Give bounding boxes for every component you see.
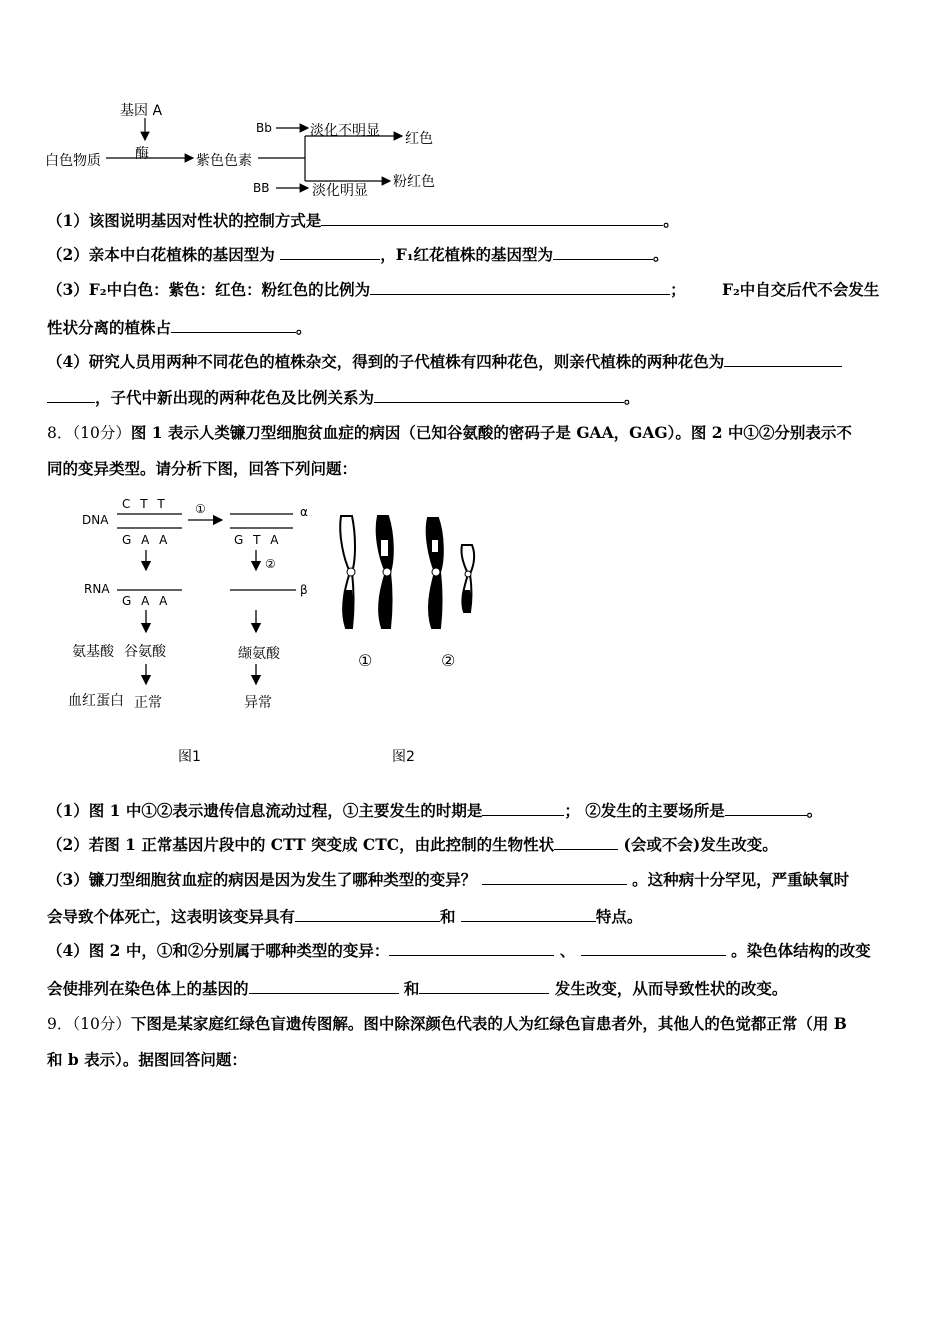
q7-part4: （4）研究人员用两种不同花色的植株杂交，得到的子代植株有四种花色，则亲代植株的两种花色为	[47, 352, 842, 372]
q8-part4: （4）图 2 中，①和②分别属于哪种类型的变异： 、 。染色体结构的改变	[47, 941, 871, 960]
answer-blank[interactable]	[419, 979, 549, 994]
q8-part3-line2: 会导致个体死亡，这表明该变异具有 和 特点。	[47, 907, 643, 926]
q8-intro-line2: 同的变异类型。请分析下图，回答下列问题：	[47, 459, 358, 478]
answer-blank[interactable]	[482, 801, 564, 816]
rna-label: RNA	[84, 582, 110, 596]
answer-blank[interactable]	[370, 280, 670, 295]
answer-blank[interactable]	[581, 941, 726, 956]
answer-blank[interactable]	[280, 245, 380, 260]
rna-codon: G A A	[122, 594, 171, 608]
q7-part3-line2: 性状分离的植株占 。	[47, 318, 312, 337]
amino-acid-label: 氨基酸	[72, 644, 114, 660]
step-1-label: ①	[195, 502, 206, 516]
answer-blank[interactable]	[249, 979, 399, 994]
dna-upper-codon: C T T	[122, 497, 168, 511]
gene-a-label: 基因 A	[120, 103, 163, 119]
q8-part1: （1）图 1 中①②表示遗传信息流动过程，①主要发生的时期是 ； ②发生的主要场所是 。	[47, 801, 823, 820]
white-substance-label: 白色物质	[45, 153, 101, 169]
enzyme-label: 酶	[135, 146, 149, 162]
answer-blank[interactable]	[321, 211, 663, 226]
q9-intro-line2: 和 b 表示）。据图回答问题：	[47, 1050, 247, 1069]
alpha-label: α	[300, 505, 308, 519]
dna-label: DNA	[82, 513, 109, 527]
figure-2-caption: 图2	[392, 749, 415, 765]
dna-lower-codon: G A A	[122, 533, 171, 547]
abnormal-label: 异常	[244, 695, 272, 711]
answer-blank[interactable]	[553, 245, 653, 260]
faint-clear-label: 淡化明显	[312, 183, 368, 199]
genotype-bb-lower: BB	[253, 181, 270, 195]
q7-part3: （3）F₂中白色：紫色：红色：粉红色的比例为 ；	[47, 280, 686, 299]
q7-part2: （2）亲本中白花植株的基因型为 ，F₁红花植株的基因型为 。	[47, 245, 669, 264]
beta-label: β	[300, 583, 308, 597]
answer-blank[interactable]	[482, 870, 627, 885]
q9-intro: 9．（10分）下图是某家庭红绿色盲遗传图解。图中除深颜色代表的人为红绿色盲患者外，其他人的色觉都正常（用 B	[47, 1014, 847, 1033]
mutated-codon: G T A	[234, 533, 282, 547]
answer-blank[interactable]	[295, 907, 440, 922]
answer-blank[interactable]	[374, 388, 624, 403]
answer-blank[interactable]	[171, 318, 296, 333]
purple-pigment-label: 紫色色素	[196, 153, 252, 169]
pink-label: 粉红色	[393, 174, 435, 190]
valine-label: 缬氨酸	[238, 646, 280, 662]
q8-part4-line2: 会使排列在染色体上的基因的 和 发生改变，从而导致性状的改变。	[47, 979, 788, 998]
chromosome-label-2: ②	[441, 651, 456, 670]
red-label: 红色	[405, 131, 433, 147]
q8-part3: （3）镰刀型细胞贫血症的病因是因为发生了哪种类型的变异？ 。这种病十分罕见，严重缺氧时	[47, 870, 850, 889]
q8-intro: 8．（10分）图 1 表示人类镰刀型细胞贫血症的病因（已知谷氨酸的密码子是 GAA，GAG）。图 2 中①②分别表示不	[47, 423, 852, 442]
answer-blank[interactable]	[47, 388, 95, 403]
faint-unclear-label: 淡化不明显	[310, 123, 380, 139]
chromosome-label-1: ①	[358, 651, 373, 670]
hemoglobin-label: 血红蛋白	[68, 693, 124, 709]
normal-label: 正常	[134, 695, 162, 711]
answer-blank[interactable]	[554, 835, 618, 850]
answer-blank[interactable]	[389, 941, 554, 956]
glutamate-label: 谷氨酸	[124, 644, 166, 660]
q7-part4-line2: ，子代中新出现的两种花色及比例关系为 。	[47, 388, 640, 408]
q7-part1: （1）该图说明基因对性状的控制方式是 。	[47, 211, 679, 230]
q8-part2: （2）若图 1 正常基因片段中的 CTT 突变成 CTC，由此控制的生物性状 (会或不会)发生改变。	[47, 835, 778, 854]
genotype-bb-upper: Bb	[256, 121, 272, 135]
answer-blank[interactable]	[461, 907, 596, 922]
answer-blank[interactable]	[725, 801, 807, 816]
step-2-label: ②	[265, 557, 276, 571]
q7-part3-cont: F₂中自交后代不会发生	[722, 280, 880, 299]
answer-blank[interactable]	[724, 352, 842, 367]
figure-1-caption: 图1	[178, 749, 201, 765]
chromosome-pair-2	[427, 518, 474, 628]
chromosome-pair-1	[340, 516, 393, 628]
